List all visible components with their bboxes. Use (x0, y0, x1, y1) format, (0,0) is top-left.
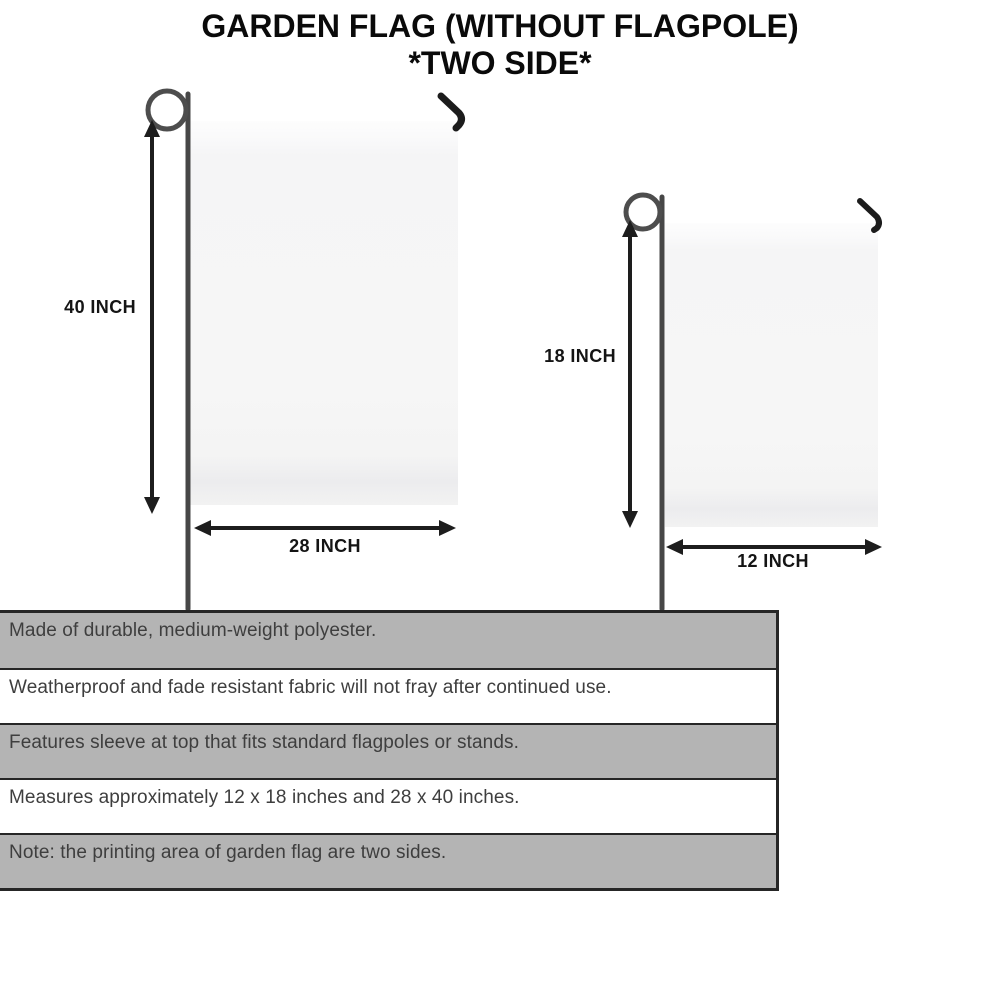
feature-row-note: Note: the printing area of garden flag are two sides. (0, 833, 776, 888)
feature-row-sleeve: Features sleeve at top that fits standard flagpoles or stands. (0, 723, 776, 778)
arrow-head-down (622, 511, 638, 528)
arrow-head-right (439, 520, 456, 536)
page-title-line1: GARDEN FLAG (WITHOUT FLAGPOLE) (201, 8, 799, 44)
small-flag-width-label: 12 INCH (737, 551, 809, 571)
large-flag-width-label: 28 INCH (289, 536, 361, 556)
hanger-hook-icon (860, 201, 879, 230)
page-title (0, 8, 1000, 82)
small-flag-height-arrow (619, 219, 641, 529)
feature-row-weatherproof: Weatherproof and fade resistant fabric will not fray after continued use. (0, 668, 776, 723)
arrow-head-left (194, 520, 211, 536)
page-title-line2: *TWO SIDE* (408, 45, 592, 82)
large-flag-width-arrow (193, 518, 457, 538)
large-flag-height-label: 40 INCH (64, 297, 136, 317)
features-table (0, 610, 779, 891)
feature-row-measures: Measures approximately 12 x 18 inches and 28 x 40 inches. (0, 778, 776, 833)
arrow-head-down (144, 497, 160, 514)
hanger-hook-icon (441, 96, 462, 128)
arrow-head-up (144, 120, 160, 137)
small-flag-height-label: 18 INCH (544, 346, 616, 366)
feature-row-material: Made of durable, medium-weight polyester. (0, 613, 776, 668)
arrow-head-up (622, 220, 638, 237)
large-flag-height-arrow (141, 119, 163, 515)
